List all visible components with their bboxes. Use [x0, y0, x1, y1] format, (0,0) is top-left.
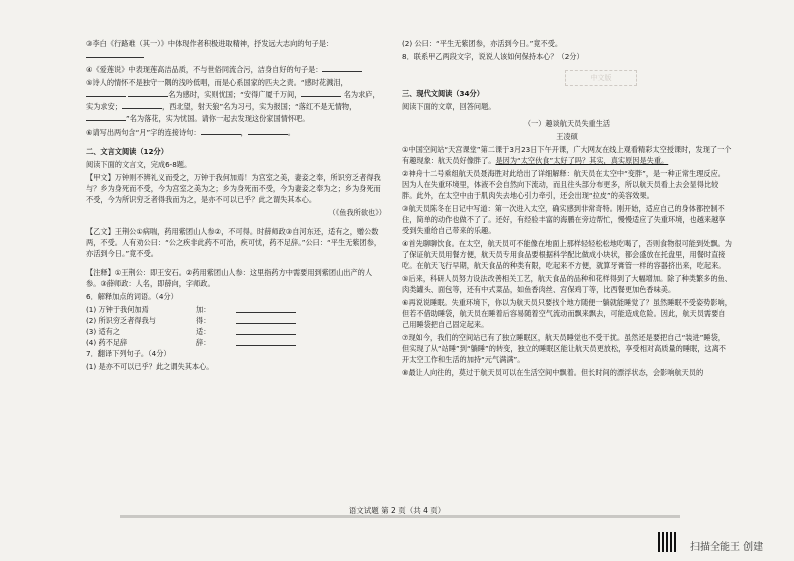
question-8: 8．联系甲乙两段文字，说说人该如何保持本心？（2分） — [402, 52, 584, 61]
question-7-1: (1) 是亦不可以已乎？此之谓失其本心。 — [86, 362, 214, 371]
question-3: ③李白《行路难（其一）》中体现作者积极进取精神，抒发远大志向的句子是： — [86, 38, 386, 61]
question-7-header: 7．翻译下列句子。（4分） — [86, 349, 171, 358]
paragraph-2: ②神舟十二号乘组航天员聂海胜对此给出了详细解释：航天员在太空中“变胖”，是一种正常生理反应。因为人在失重环境里，体液不会自然向下流动，而且往头部分布更多，所以航天员看上去会显得比较胖。此外，在太空中由于肌肉失去地心引力牵引，还会出现“拉皮”的美容效果。 — [402, 169, 725, 200]
answer-blank — [301, 88, 341, 97]
answer-blank — [236, 315, 296, 324]
section-2-instruction: 阅读下面的文言文，完成6-8题。 — [86, 160, 192, 169]
passage-jia: 【甲文】万钟则不辨礼义而受之，万钟于我何加焉！为宫室之美，妻妾之奉，所识穷乏者得我与？乡为身死而不受，今为宫室之美为之；乡为身死而不受，今为妻妾之奉为之；乡为身死而不受，今为所识穷乏者得我而为之，是亦不可以已乎？此之谓失其本心。 — [86, 173, 381, 204]
question-4: ④《爱莲说》中表现莲高洁品质，不与世俗同流合污，洁身自好的句子是： — [86, 63, 386, 75]
passage-jia-source: （《鱼我所欲也》） — [328, 208, 386, 217]
left-column — [86, 38, 386, 374]
paragraph-4: ④首先聊聊饮食。在太空，航天员可不能像在地面上那样轻轻松松地吃喝了，否则食物很可能到处飘。为了保证航天员用餐方便，航天员专用食品要根据科学配比做成小块状，都会盛放在托盘里，用餐时直接吃。在航天飞行早期，航天食品的种类有限，吃起来不方便，就算牙膏管一样的容器挤出来，吃起来。 — [402, 239, 732, 270]
faint-stamp: 中文版 — [565, 70, 637, 86]
page-footer: 语文试题 第 2 页（共 4 页） — [348, 506, 446, 515]
answer-blank — [236, 326, 296, 335]
answer-blank — [201, 126, 241, 135]
qr-code-icon — [658, 532, 678, 552]
paragraph-6: ⑥再说说睡眠。失重环境下，你以为航天员只要找个地方随便一躺就能睡觉了？虽然睡眠不受姿势影响，但若不借助睡袋，航天员在睡着后容易随着空气流动而飘来飘去，可能造成危险。因此，航天员需要自己用睡袋把自己固定起来。 — [402, 298, 732, 329]
answer-blank — [248, 126, 288, 135]
answer-blank — [236, 337, 296, 346]
answer-blank — [86, 112, 126, 121]
answer-blank — [86, 49, 144, 58]
paragraph-3: ③航天员陈冬在日记中写道：第一次进入太空，确实感到非常奇特。刚开始，适应自己的身体都控制不住，简单的动作也做不了了。还好，有经验丰富的海鹏在旁边帮忙，慢慢适应了失重环境，也越来越享受到失重给自己带来的乐趣。 — [402, 204, 726, 235]
annotation: 【注释】①王荆公：即王安石。②药用紫团山人参：这里指药方中需要用到紫团山出产的人参。③薛师政：人名，即薛向，字师政。 — [86, 268, 373, 288]
list-item: (4) 药不足辞 辞： — [86, 337, 386, 348]
passage-yi: 【乙文】王荆公①病喘，药用紫团山人参②，不可得。时薛师政③自河东还，适有之，赠公数两，不受。人有劝公曰：“公之疾非此药不可治，疾可忧，药不足辞。”公曰：“平生无紫团参，亦活到今日。”竟不受。 — [86, 227, 382, 258]
scanner-watermark: 扫描全能王 创建 — [690, 542, 764, 553]
question-6-header: 6．解释加点的词语。（4分） — [86, 292, 178, 301]
paragraph-7: ⑦现如今，我们的空间站已有了独立睡眠区，航天员睡觉也不受干扰。虽然还是要把自己“装进”睡袋，但实现了从“站睡”到“躺睡”的转变，独立的睡眠区能让航天员更放松，享受相对高质量的睡眠，这离不开太空工作和生活的加持“元气满满”。 — [402, 333, 726, 364]
answer-blank — [322, 63, 362, 72]
paragraph-5: ⑤后来，科研人员努力设法改善相关工艺，航天食品的品种和花样得到了大幅增加。除了种类繁多的鱼、肉类罐头、面包等，还有中式菜品，如鱼香肉丝、宫保鸡丁等，比西餐更加色香味美。 — [402, 274, 732, 294]
section-3-instruction: 阅读下面的文章，回答问题。 — [402, 102, 496, 111]
list-item: (2) 所识穷乏者得我与 得： — [86, 315, 386, 326]
question-6-fill: ⑥请写出两句含“月”字的连接诗句： ， 。 — [86, 128, 295, 137]
section-2-title: 二、文言文阅读（12分） — [86, 147, 168, 156]
article-author: 王凌硕 — [556, 132, 578, 141]
answer-blank — [236, 304, 296, 313]
answer-blank — [128, 88, 168, 97]
list-item: (1) 万钟于我何加焉 加： — [86, 304, 386, 315]
paragraph-8: ⑧最让人向往的，莫过于航天员可以在生活空间中飘着。但长时间的漂浮状态，会影响航天员的 — [402, 368, 704, 377]
question-7-2: (2) 公曰：“平生无紫团参，亦活到今日。”竟不受。 — [402, 39, 563, 48]
scan-line — [120, 515, 680, 518]
list-item: (3) 适有之 适： — [86, 326, 386, 337]
question-5: ⑤诗人的情怀不是独守一隅的浅吟低唱，而是心系国家的匹夫之责。“感时花溅泪， 名为感时，实则忧国；“安得广厦千万间， 名为求庐，实为求安； ，西北望，射天狼”名为习弓，实为报国；“落红不是无情物，”名为落花，实为忧国。请你一起去发现这份家国情怀吧。 — [86, 78, 380, 123]
answer-blank — [86, 88, 126, 97]
article-title: （一）趣谈航天员失重生活 — [523, 119, 611, 128]
answer-blank — [122, 100, 162, 109]
paragraph-1: ①中国空间站“天宫课堂”第二课于3月23日下午开课，广大网友在线上观看精彩太空授课时，发现了一个有趣现象：航天员好像胖了。是因为“太空伙食”太好了吗？其实，真实原因是失重。 — [402, 145, 732, 165]
section-3-title: 三、现代文阅读（34分） — [402, 89, 484, 98]
question-6-list — [86, 304, 386, 348]
right-column — [402, 38, 732, 380]
